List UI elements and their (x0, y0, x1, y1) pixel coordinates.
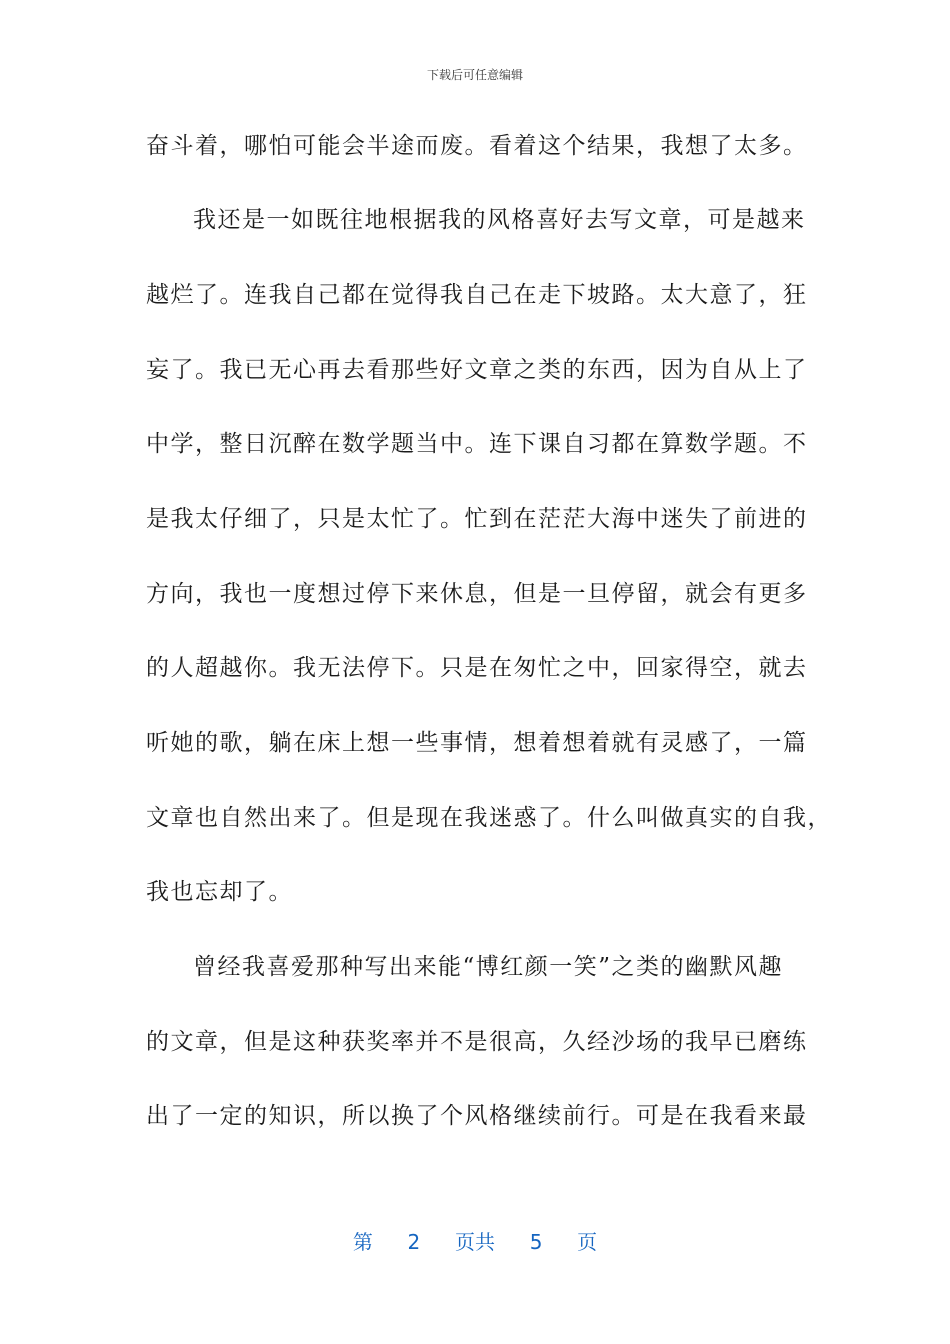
text-line: 中学，整日沉醉在数学题当中。连下课自习都在算数学题。不 (146, 431, 808, 457)
text-line: 曾经我喜爱那种写出来能“博红颜一笑”之类的幽默风趣 (193, 954, 784, 980)
footer-total-pages: 5 (529, 1230, 543, 1254)
text-line: 是我太仔细了，只是太忙了。忙到在茫茫大海中迷失了前进的 (146, 506, 808, 532)
text-line: 方向，我也一度想过停下来休息，但是一旦停留，就会有更多 (146, 581, 808, 607)
text-line: 我还是一如既往地根据我的风格喜好去写文章，可是越来 (193, 207, 806, 233)
footer-prefix: 第 (352, 1230, 373, 1254)
text-line: 文章也自然出来了。但是现在我迷惑了。什么叫做真实的自我， (146, 805, 832, 831)
text-line: 听她的歌，躺在床上想一些事情，想着想着就有灵感了，一篇 (146, 730, 808, 756)
page-header: 下载后可任意编辑 (426, 68, 523, 82)
text-line: 出了一定的知识，所以换了个风格继续前行。可是在我看来最 (146, 1103, 808, 1129)
text-line: 越烂了。连我自己都在觉得我自己在走下坡路。太大意了，狂 (146, 282, 808, 308)
text-line: 奋斗着，哪怕可能会半途而废。看着这个结果，我想了太多。 (146, 133, 808, 159)
text-line: 我也忘却了。 (146, 879, 293, 905)
text-line: 的文章，但是这种获奖率并不是很高，久经沙场的我早已磨练 (146, 1029, 808, 1055)
page-footer (0, 1226, 950, 1255)
text-line: 妄了。我已无心再去看那些好文章之类的东西，因为自从上了 (146, 357, 808, 383)
footer-middle: 页共 (455, 1230, 495, 1254)
footer-suffix: 页 (577, 1230, 598, 1254)
footer-page-number: 2 (407, 1230, 421, 1254)
text-line: 的人超越你。我无法停下。只是在匆忙之中，回家得空，就去 (146, 655, 808, 681)
